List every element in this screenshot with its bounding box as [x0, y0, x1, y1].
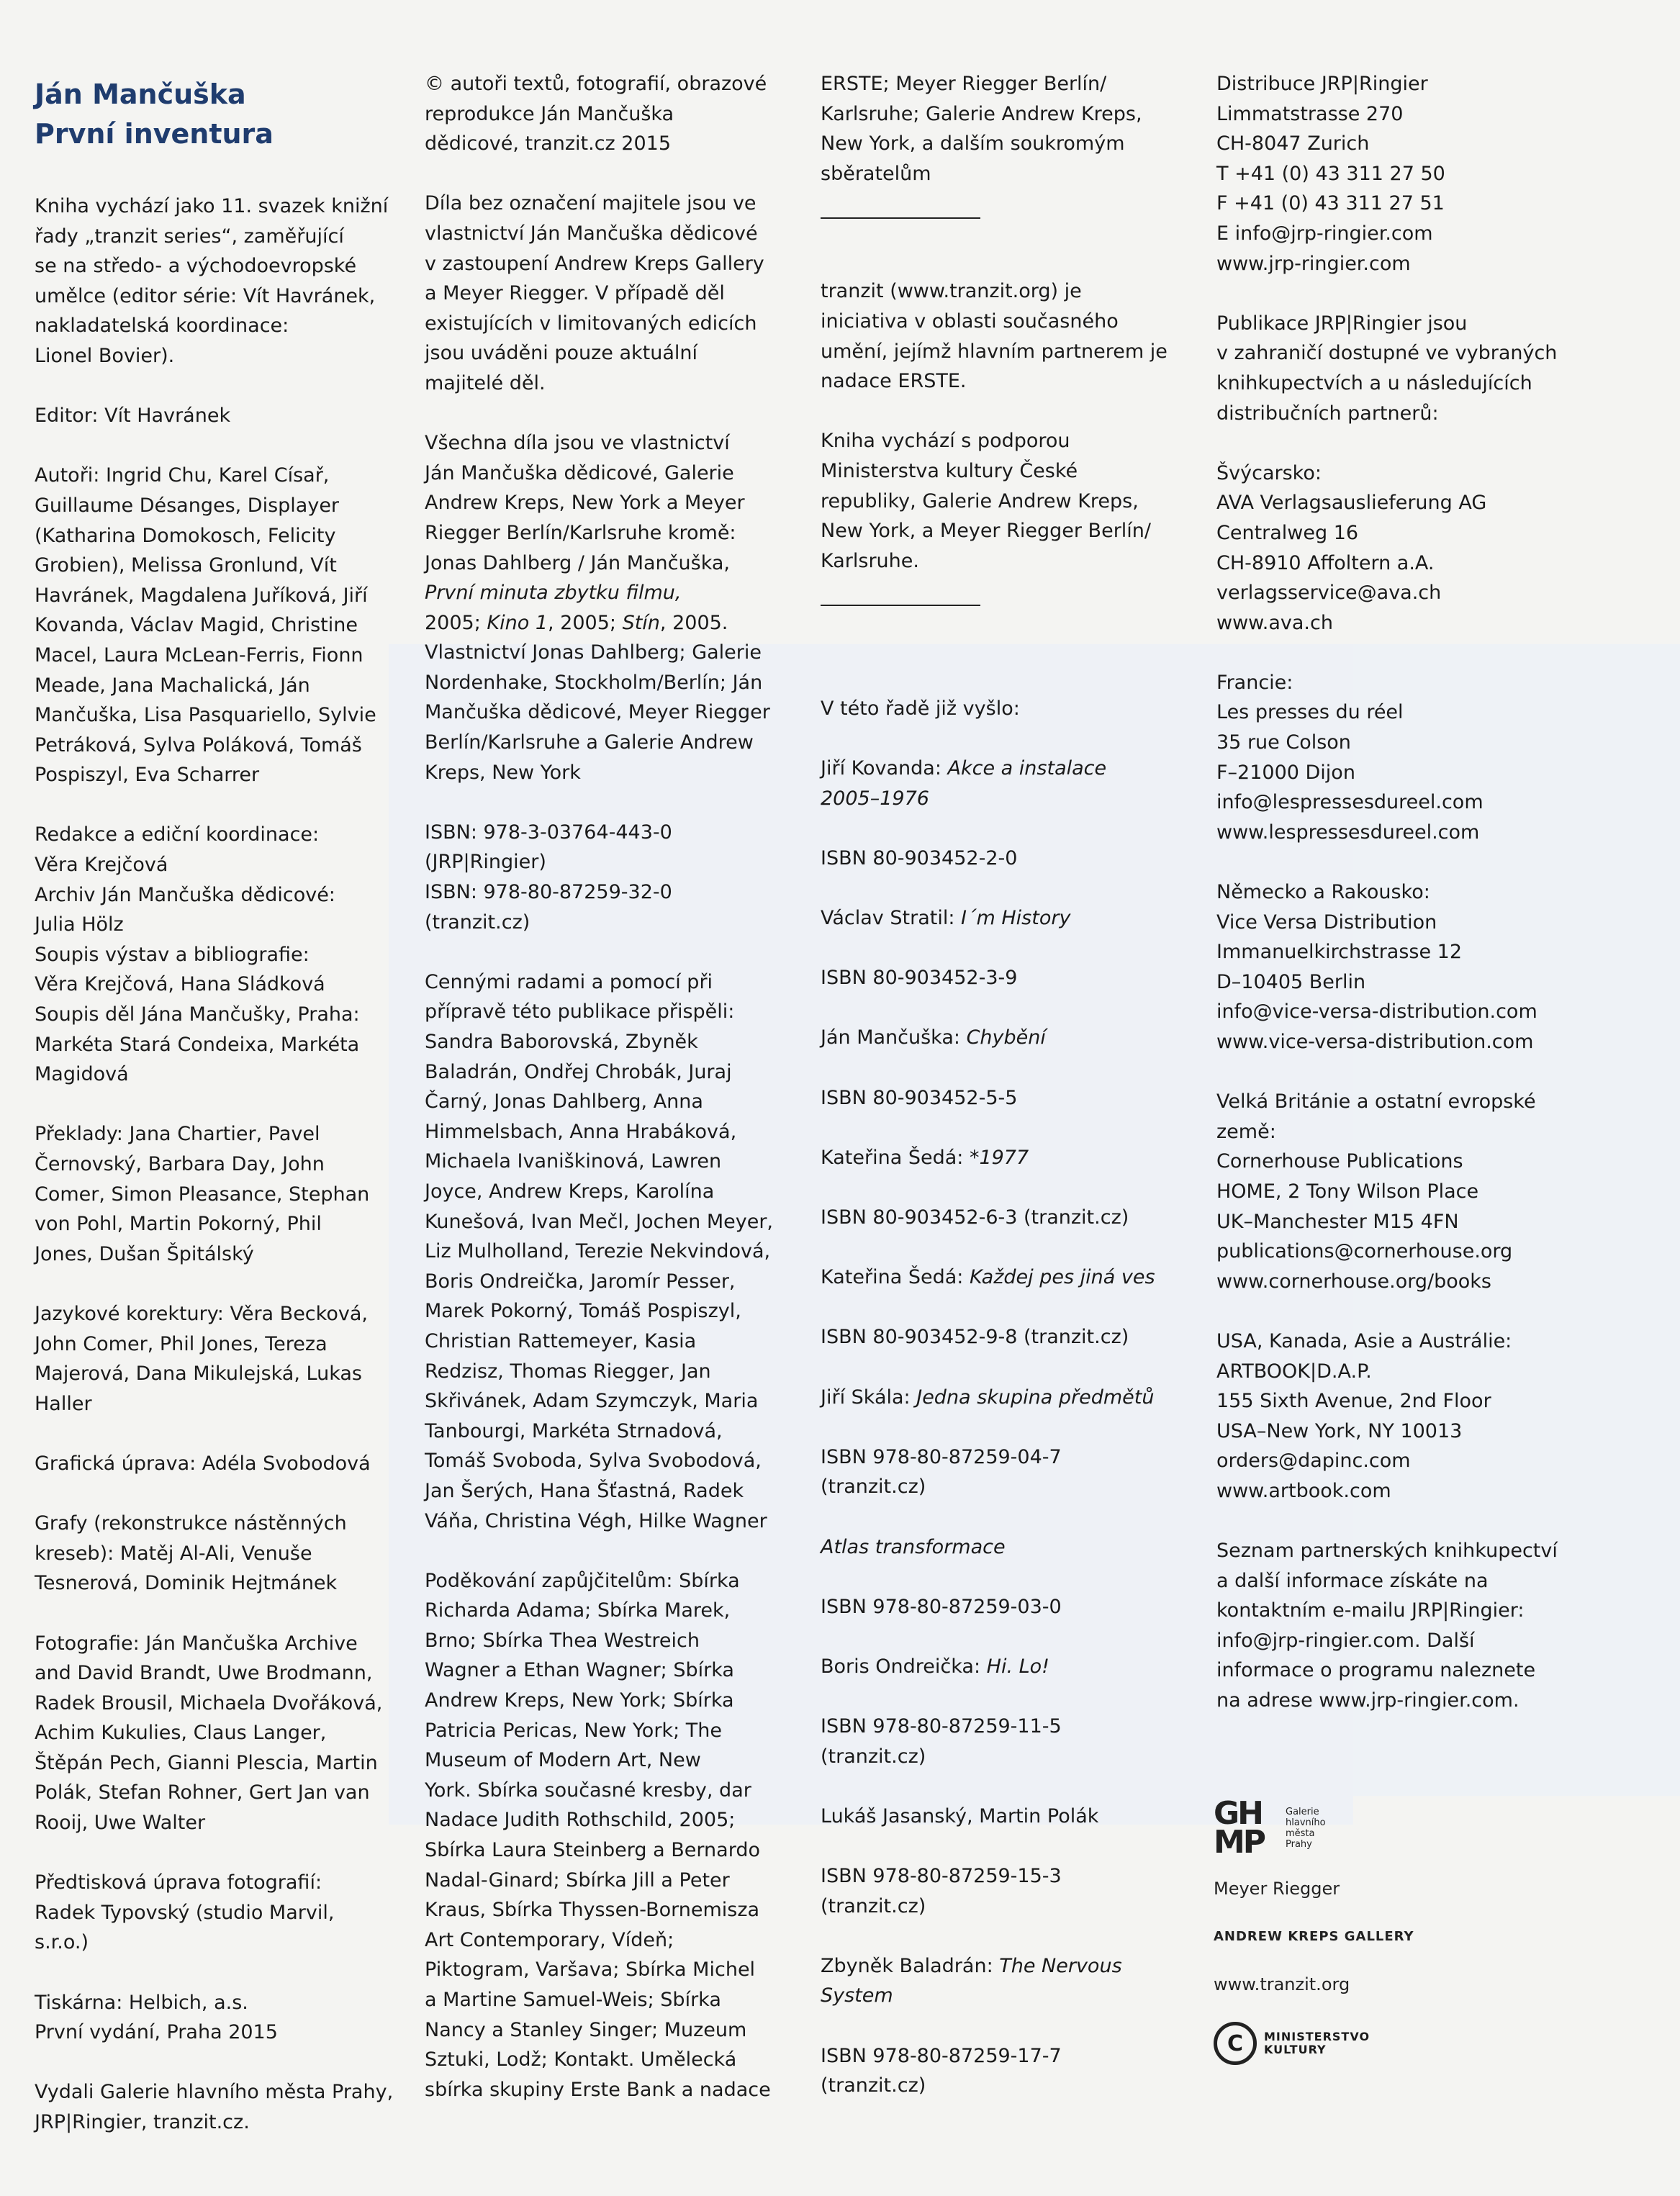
distributor-usa: USA, Kanada, Asie a Austrálie: ARTBOOK|D.A.P. 155 Sixth Avenue, 2nd Floor USA–New York, NY 10013 orders@dapinc.com www.artbook.com	[1216, 1329, 1512, 1502]
graphs-credit: Grafy (rekonstrukce nástěnných kreseb): Matěj Al-Ali, Venuše Tesnerová, Dominik Hejtmánek	[35, 1512, 347, 1595]
series-isbn: ISBN 80-903452-3-9	[821, 967, 1018, 990]
prepress-credit: Předtisková úprava fotografií: Radek Typovský (studio Marvil, s.r.o.)	[35, 1871, 335, 1954]
ghmp-mark-icon: GH MP	[1214, 1795, 1265, 1861]
column-2	[425, 69, 785, 2135]
andrew-kreps-logo: ANDREW KREPS GALLERY	[1214, 1929, 1414, 1944]
series-book: Lukáš Jasanský, Martin Polák	[821, 1804, 1099, 1827]
ghmp-logo-text: Galerie hlavního města Prahy	[1286, 1807, 1326, 1850]
divider	[821, 217, 980, 219]
partner-bookshops-info: Seznam partnerských knihkupectví a další informace získáte na kontaktním e-mailu JRP|Ringier: info@jrp-ringier.com. Další informace o programu naleznete na adrese www.jrp-ringier.com.	[1216, 1540, 1558, 1712]
series-isbn: ISBN 80-903452-9-8 (tranzit.cz)	[821, 1326, 1129, 1349]
series-isbn: ISBN 80-903452-6-3 (tranzit.cz)	[821, 1206, 1129, 1229]
translations-credit: Překlady: Jana Chartier, Pavel Černovský, Barbara Day, John Comer, Simon Pleasance, Stephan von Pohl, Martin Pokorný, Phil Jones, Dušan Špitálský	[35, 1123, 370, 1265]
series-book: Kateřina Šedá: *1977	[821, 1146, 1029, 1169]
ministry-c-icon: C	[1214, 2022, 1257, 2065]
series-book: Atlas transformace	[821, 1535, 1006, 1558]
series-heading: V této řadě již vyšlo:	[821, 697, 1020, 720]
authors-credit: Autoři: Ingrid Chu, Karel Císař, Guillaume Désanges, Displayer (Katharina Domokosch, Felicity Grobien), Melissa Gronlund, Vít Havránek, Magdalena Juříková, Jiří Kovanda, Václav Magid, Christine Macel, Laura McLean-Ferris, Fionn Meade, Jana Machalická, Ján Mančuška, Lisa Pasquariello, Sylvie Petráková, Sylva Poláková, Tomáš Pospiszyl, Eva Scharrer	[35, 464, 376, 787]
lenders-thanks: Poděkování zapůjčitelům: Sbírka Richarda Adama; Sbírka Marek, Brno; Sbírka Thea Westreich Wagner a Ethan Wagner; Sbírka Andrew Kreps, New York; Sbírka Patricia Pericas, New York; The Museum of Modern Art, New York. Sbírka současné kresby, dar Nadace Judith Rothschild, 2005; Sbírka Laura Steinberg a Bernardo Nadal-Ginard; Sbírka Jill a Peter Kraus, Sbírka Thyssen-Bornemisza Art Contemporary, Vídeň; Piktogram, Varšava; Sbírka Michel a Martine Samuel-Weis; Sbírka Nancy a Stanley Singer; Muzeum Sztuki, Lodž; Kontakt. Umělecká sbírka skupiny Erste Bank a nadace	[425, 1569, 771, 2101]
series-isbn: ISBN 978-80-87259-04-7 (tranzit.cz)	[821, 1445, 1062, 1499]
series-isbn: ISBN 978-80-87259-15-3 (tranzit.cz)	[821, 1865, 1062, 1917]
support-info: Kniha vychází s podporou Ministerstva kultury České republiky, Galerie Andrew Kreps, New York, a Meyer Riegger Berlín/ Karlsruhe.	[821, 430, 1151, 572]
lenders-thanks-continued: ERSTE; Meyer Riegger Berlín/ Karlsruhe; Galerie Andrew Kreps, New York, a dalším soukromým sběratelům	[821, 73, 1142, 185]
acknowledgements: Cennými radami a pomocí při přípravě této publikace přispěli: Sandra Baborovská, Zbyněk Baladrán, Ondřej Chrobák, Juraj Čarný, Jonas Dahlberg, Anna Himmelsbach, Anna Hrabáková, Michaela Ivaniškinová, Lawren Joyce, Andrew Kreps, Karolína Kunešová, Ivan Mečl, Jochen Meyer, Liz Mulholland, Terezie Nekvindová, Boris Ondreička, Jaromír Pesser, Marek Pokorný, Tomáš Pospiszyl, Christian Rattemeyer, Kasia Redzisz, Thomas Riegger, Jan Skřivánek, Adam Szymczyk, Maria Tanbourgi, Markéta Strnadová, Tomáš Svoboda, Sylva Svobodová, Jan Šerých, Hana Šťastná, Radek Váňa, Christina Végh, Hilke Wagner	[425, 970, 773, 1532]
series-book: Kateřina Šedá: Každej pes jiná ves	[821, 1266, 1155, 1289]
ownership-note: Díla bez označení majitele jsou ve vlastnictví Ján Mančuška dědicové v zastoupení Andrew Kreps Gallery a Meyer Riegger. V případě děl existujících v limitovaných edicích jsou uváděni pouze aktuální majitelé děl.	[425, 192, 764, 394]
series-book: Jiří Kovanda: Akce a instalace 2005–1976	[821, 757, 1107, 810]
series-book: Zbyněk Baladrán: The Nervous System	[821, 1954, 1122, 2007]
design-credit: Grafická úprava: Adéla Svobodová	[35, 1452, 371, 1475]
tranzit-logo: www.tranzit.org	[1214, 1974, 1350, 1994]
book-title: První inventura	[35, 118, 274, 150]
distribution-intro: Publikace JRP|Ringier jsou v zahraničí dostupné ve vybraných knihkupectvích a u následujících distribučních partnerů:	[1216, 312, 1558, 425]
series-isbn: ISBN 80-903452-5-5	[821, 1086, 1018, 1109]
distributor-switzerland: Švýcarsko: AVA Verlagsauslieferung AG Centralweg 16 CH-8910 Affoltern a.A. verlagsservice@ava.ch www.ava.ch	[1216, 461, 1487, 634]
distribution-contact: Distribuce JRP|Ringier Limmatstrasse 270 CH-8047 Zurich T +41 (0) 43 311 27 50 F +41 (0) 43 311 27 51 E info@jrp-ringier.com www.jrp-ringier.com	[1216, 73, 1445, 275]
ministry-logo-text: MINISTERSTVO KULTURY	[1264, 2030, 1370, 2056]
book-author-title: Ján Mančuška	[35, 78, 246, 110]
series-book: Boris Ondreička: Hi. Lo!	[821, 1655, 1050, 1678]
series-info: Kniha vychází jako 11. svazek knižní řady „tranzit series“, zaměřující se na středo- a východoevropské umělce (editor série: Vít Havránek, nakladatelská koordinace: Lionel Bovier).	[35, 195, 389, 367]
publishers-credit: Vydali Galerie hlavního města Prahy, JRP|Ringier, tranzit.cz.	[35, 2081, 394, 2133]
photography-credit: Fotografie: Ján Mančuška Archive and David Brandt, Uwe Brodmann, Radek Brousil, Michaela Dvořáková, Achim Kukulies, Claus Langer, Štěpán Pech, Gianni Plescia, Martin Polák, Stefan Rohner, Gert Jan van Rooij, Uwe Walter	[35, 1632, 383, 1835]
series-isbn: ISBN 80-903452-2-0	[821, 846, 1018, 869]
column-3	[821, 69, 1180, 2131]
series-isbn: ISBN 978-80-87259-17-7 (tranzit.cz)	[821, 2044, 1062, 2097]
distributor-france: Francie: Les presses du réel 35 rue Colson F–21000 Dijon info@lespressesdureel.com www.lespressesdureel.com	[1216, 671, 1483, 844]
printing-credit: Tiskárna: Helbich, a.s. První vydání, Praha 2015	[35, 1991, 278, 2044]
meyer-riegger-logo: Meyer Riegger	[1214, 1879, 1340, 1899]
proofreading-credit: Jazykové korektury: Věra Becková, John Comer, Phil Jones, Tereza Majerová, Dana Mikulejská, Lukas Haller	[35, 1302, 368, 1415]
series-book: Ján Mančuška: Chybění	[821, 1026, 1046, 1049]
series-list	[821, 664, 1180, 2131]
tranzit-info: tranzit (www.tranzit.org) je iniciativa v oblasti současného umění, jejímž hlavním partnerem je nadace ERSTE.	[821, 280, 1168, 393]
series-book: Václav Stratil: I´m History	[821, 907, 1071, 930]
distributor-germany-austria: Německo a Rakousko: Vice Versa Distribution Immanuelkirchstrasse 12 D–10405 Berlin info@vice-versa-distribution.com www.vice-versa-distribution.com	[1216, 881, 1537, 1053]
partner-logos	[1214, 1795, 1573, 2065]
column-4	[1216, 69, 1620, 1745]
editor-credit: Editor: Vít Havránek	[35, 405, 231, 428]
isbn-block: ISBN: 978-3-03764-443-0 (JRP|Ringier) ISBN: 978-80-87259-32-0 (tranzit.cz)	[425, 821, 672, 934]
copyright: © autoři textů, fotografií, obrazové reprodukce Ján Mančuška dědicové, tranzit.cz 2015	[425, 73, 767, 155]
divider	[821, 605, 980, 606]
series-isbn: ISBN 978-80-87259-11-5 (tranzit.cz)	[821, 1715, 1062, 1768]
editorial-credit: Redakce a ediční koordinace: Věra Krejčová Archiv Ján Mančuška dědicové: Julia Hölz Soupis výstav a bibliografie: Věra Krejčová, Hana Sládková Soupis děl Jána Mančušky, Praha: Markéta Stará Condeixa, Markéta Magidová	[35, 823, 360, 1086]
distributor-uk: Velká Británie a ostatní evropské země: Cornerhouse Publications HOME, 2 Tony Wilson Place UK–Manchester M15 4FN publications@cornerhouse.org www.cornerhouse.org/books	[1216, 1090, 1536, 1293]
series-book: Jiří Skála: Jedna skupina předmětů	[821, 1386, 1155, 1409]
series-isbn: ISBN 978-80-87259-03-0	[821, 1595, 1062, 1618]
ownership-exceptions: Všechna díla jsou ve vlastnictví Ján Mančuška dědicové, Galerie Andrew Kreps, New York a Meyer Riegger Berlín/Karlsruhe kromě: Jonas Dahlberg / Ján Mančuška, První minuta zbytku filmu, 2005; Kino 1, 2005; Stín, 2005. Vlastnictví Jonas Dahlberg; Galerie Nordenhake, Stockholm/Berlín; Ján Mančuška dědicové, Meyer Riegger Berlín/Karlsruhe a Galerie Andrew Kreps, New York	[425, 432, 770, 784]
column-1	[35, 69, 394, 2167]
ghmp-logo	[1214, 1795, 1573, 1861]
ministry-of-culture-logo	[1214, 2022, 1573, 2065]
